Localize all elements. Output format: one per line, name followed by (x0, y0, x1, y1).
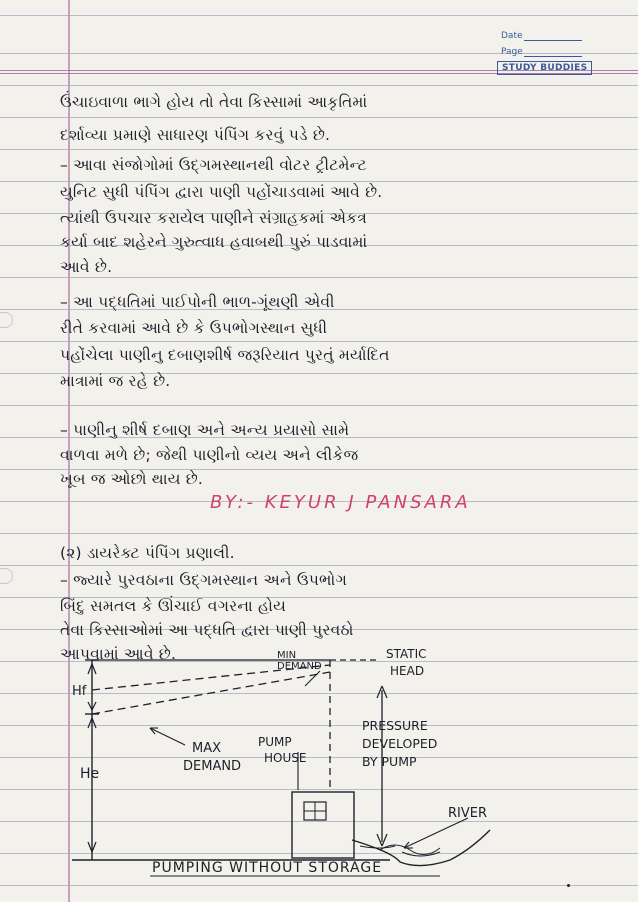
pump-house-label: PUMP (258, 735, 292, 749)
static-head-label: HEAD (390, 664, 425, 678)
brand-logo: STUDY BUDDIES (497, 61, 592, 75)
river-label: RIVER (448, 806, 488, 821)
text-line: – જ્યારે પુરવઠાના ઉદ્‌ગમસ્થાન અને ઉપભોગ (60, 571, 348, 589)
text-line: માત્રામાં જ રહે છે. (60, 372, 171, 390)
text-line: – પાણીનુ શીર્ષ દબાણ અને અન્ય પ્રયાસો સામે (60, 421, 350, 439)
pressure-label: BY PUMP (362, 754, 417, 769)
date-label: Date (501, 31, 523, 41)
text-line: ખૂબ જ ઓછો થાય છે. (60, 470, 204, 488)
pressure-label: PRESSURE (362, 718, 428, 733)
text-line: ત્યાંથી ઉપચાર કરાયેલ પાણીને સંગ્રાહકમાં એકત્ર (60, 209, 368, 227)
max-demand-label: MAX (192, 741, 222, 756)
min-demand-label: MIN (277, 650, 297, 661)
text-line: કર્યા બાદ શહેરને ગુરુત્વાધ હવાબથી પુરું પાડવામાં (60, 233, 368, 251)
text-line: વાળવા મળે છે; જેથી પાણીનો વ્યય અને લીકેજ (60, 446, 359, 464)
page-label: Page (501, 47, 523, 57)
pressure-label: DEVELOPED (362, 736, 438, 751)
text-line: આવે છે. (60, 258, 113, 276)
he-label: He (80, 766, 100, 782)
text-line: પહોંચેલા પાણીનુ દબાણશીર્ષ જરૂરિયાત પુરતું મર્યાદિત (60, 346, 390, 364)
hf-label: Hf (72, 684, 87, 699)
static-head-label: STATIC (386, 647, 427, 661)
section-heading: (૨) ડાયરેક્ટ પંપિંગ પ્રણાલી. (60, 544, 235, 562)
pump-house-label: HOUSE (264, 751, 307, 765)
text-line: બિંદુ સમતલ કે ઊંચાઈ વગરના હોય (60, 597, 286, 615)
text-line: – આ પદ્ધતિમાં પાઈપોની ભાળ-ગૂંથણી એવી (60, 293, 335, 311)
ink-dot (567, 884, 570, 887)
author-byline: BY:- KEYUR J PANSARA (210, 492, 471, 513)
text-line: – આવા સંજોગોમાં ઉદ્‌ગમસ્થાનથી વોટર ટ્રીટમેન્ટ (60, 156, 367, 174)
text-line: યુનિટ સુધી પંપિંગ દ્વારા પાણી પહોંચાડવામાં આવે છે. (60, 183, 383, 201)
min-demand-label: DEMAND (277, 661, 322, 672)
text-line: રીતે કરવામાં આવે છે કે ઉપભોગસ્થાન સુધી (60, 319, 328, 337)
text-line: દર્શાવ્યા પ્રમાણે સાધારણ પંપિંગ કરવું પડે છે. (60, 126, 331, 144)
max-demand-label: DEMAND (183, 759, 242, 774)
text-line: આપવામાં આવે છે. (60, 645, 177, 663)
text-line: તેવા કિસ્સાઓમાં આ પદ્ધતિ દ્વારા પાણી પુરવઠો (60, 621, 354, 639)
text-line: ઉંચાઇવાળા ભાગે હોય તો તેવા કિસ્સામાં આકૃતિમાં (60, 93, 368, 111)
diagram-caption: PUMPING WITHOUT STORAGE (152, 860, 383, 876)
